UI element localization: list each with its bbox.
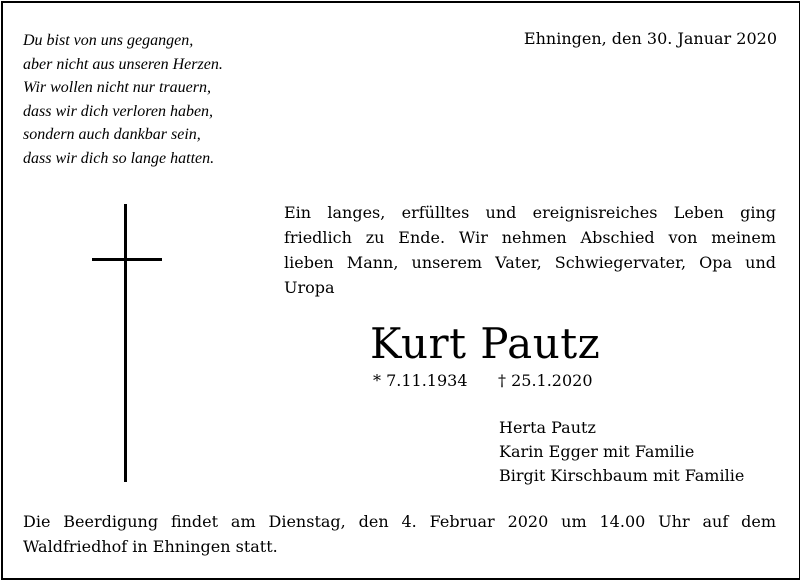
poem-line: Wir wollen nicht nur trauern, xyxy=(23,79,211,97)
birth-date: * 7.11.1934 xyxy=(373,371,468,390)
place-and-date: Ehningen, den 30. Januar 2020 xyxy=(523,29,777,48)
funeral-line: Die Beerdigung findet am Dienstag, den 4. Februar 2020 um 14.00 Uhr auf dem xyxy=(23,512,776,531)
intro-line: lieben Mann, unserem Vater, Schwiegervater, Opa und xyxy=(284,253,776,272)
intro-line: Uropa xyxy=(284,278,335,297)
funeral-line: Waldfriedhof in Ehningen statt. xyxy=(23,537,278,556)
intro-text xyxy=(284,200,776,300)
poem-line: dass wir dich verloren haben, xyxy=(23,102,214,120)
poem-line: dass wir dich so lange hatten. xyxy=(23,149,215,167)
cross-horizontal-bar xyxy=(92,258,162,261)
deceased-name: Kurt Pautz xyxy=(370,319,601,368)
funeral-notice xyxy=(23,509,776,559)
intro-line: Ein langes, erfülltes und ereignisreiches Leben ging xyxy=(284,203,776,222)
death-date: † 25.1.2020 xyxy=(498,371,593,390)
mourner: Herta Pautz xyxy=(499,418,596,437)
mourner: Birgit Kirschbaum mit Familie xyxy=(499,466,745,485)
poem-line: aber nicht aus unseren Herzen. xyxy=(23,55,223,73)
mourner: Karin Egger mit Familie xyxy=(499,442,695,461)
intro-line: friedlich zu Ende. Wir nehmen Abschied von meinem xyxy=(284,228,776,247)
poem xyxy=(23,29,223,171)
poem-line: Du bist von uns gegangen, xyxy=(23,32,194,49)
poem-line: sondern auch dankbar sein, xyxy=(23,126,201,144)
cross-vertical-bar xyxy=(124,204,127,482)
mourners-list xyxy=(499,416,744,488)
